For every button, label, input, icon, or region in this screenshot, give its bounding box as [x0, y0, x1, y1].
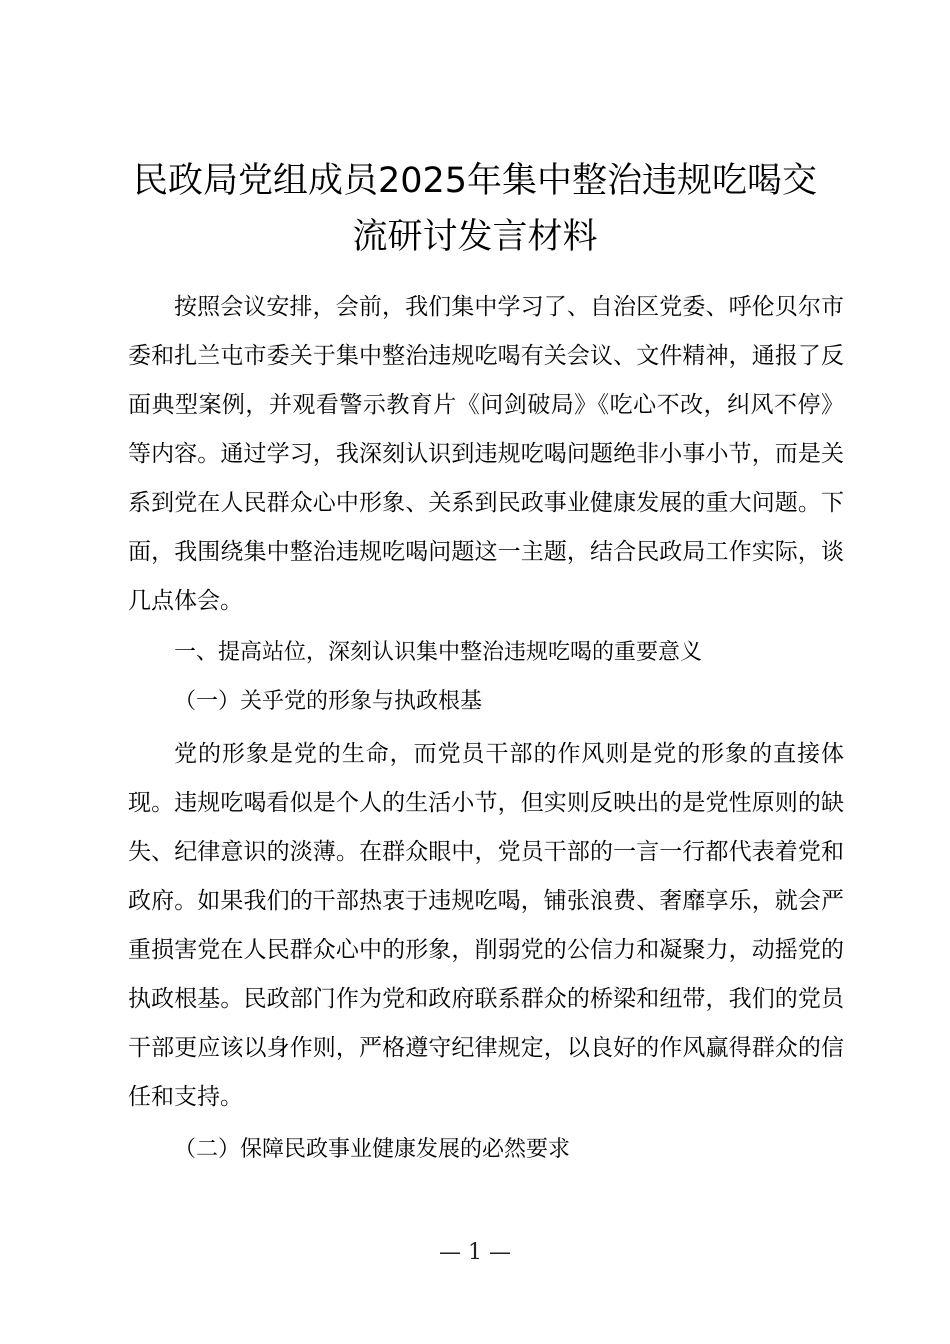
subsection-1-paragraph: 党的形象是党的生命，而党员干部的作风则是党的形象的直接体现。违规吃喝看似是个人的生活小节，但实则反映出的是党性原则的缺失、纪律意识的淡薄。在群众眼中，党员干部的一言一行都代表着党和政府。如果我们的干部热衷于违规吃喝，铺张浪费、奢靡享乐，就会严重损害党在人民群众心中的形象，削弱党的公信力和凝聚力，动摇党的执政根基。民政部门作为党和政府联系群众的桥梁和纽带，我们的党员干部更应该以身作则，严格遵守纪律规定，以良好的作风赢得群众的信任和支持。	[128, 741, 844, 1110]
title-line-1: 民政局党组成员2025年集中整治违规吃喝交	[132, 161, 818, 201]
document-title	[110, 153, 840, 265]
intro-paragraph: 按照会议安排，会前，我们集中学习了、自治区党委、呼伦贝尔市委和扎兰屯市委关于集中整治违规吃喝有关会议、文件精神，通报了反面典型案例，并观看警示教育片《问剑破局》《吃心不改，纠风不停》等内容。通过学习，我深刻认识到违规吃喝问题绝非小事小节，而是关系到党在人民群众心中形象、关系到民政事业健康发展的重大问题。下面，我围绕集中整治违规吃喝问题这一主题，结合民政局工作实际，谈几点体会。	[128, 294, 844, 614]
page-number: — 1 —	[439, 1240, 511, 1265]
section-1-heading: 一、提高站位，深刻认识集中整治违规吃喝的重要意义	[174, 640, 703, 665]
subsection-1-heading: （一）关乎党的形象与执政根基	[174, 689, 483, 714]
subsection-2-heading: （二）保障民政事业健康发展的必然要求	[174, 1137, 571, 1162]
title-line-2: 流研讨发言材料	[352, 217, 598, 257]
